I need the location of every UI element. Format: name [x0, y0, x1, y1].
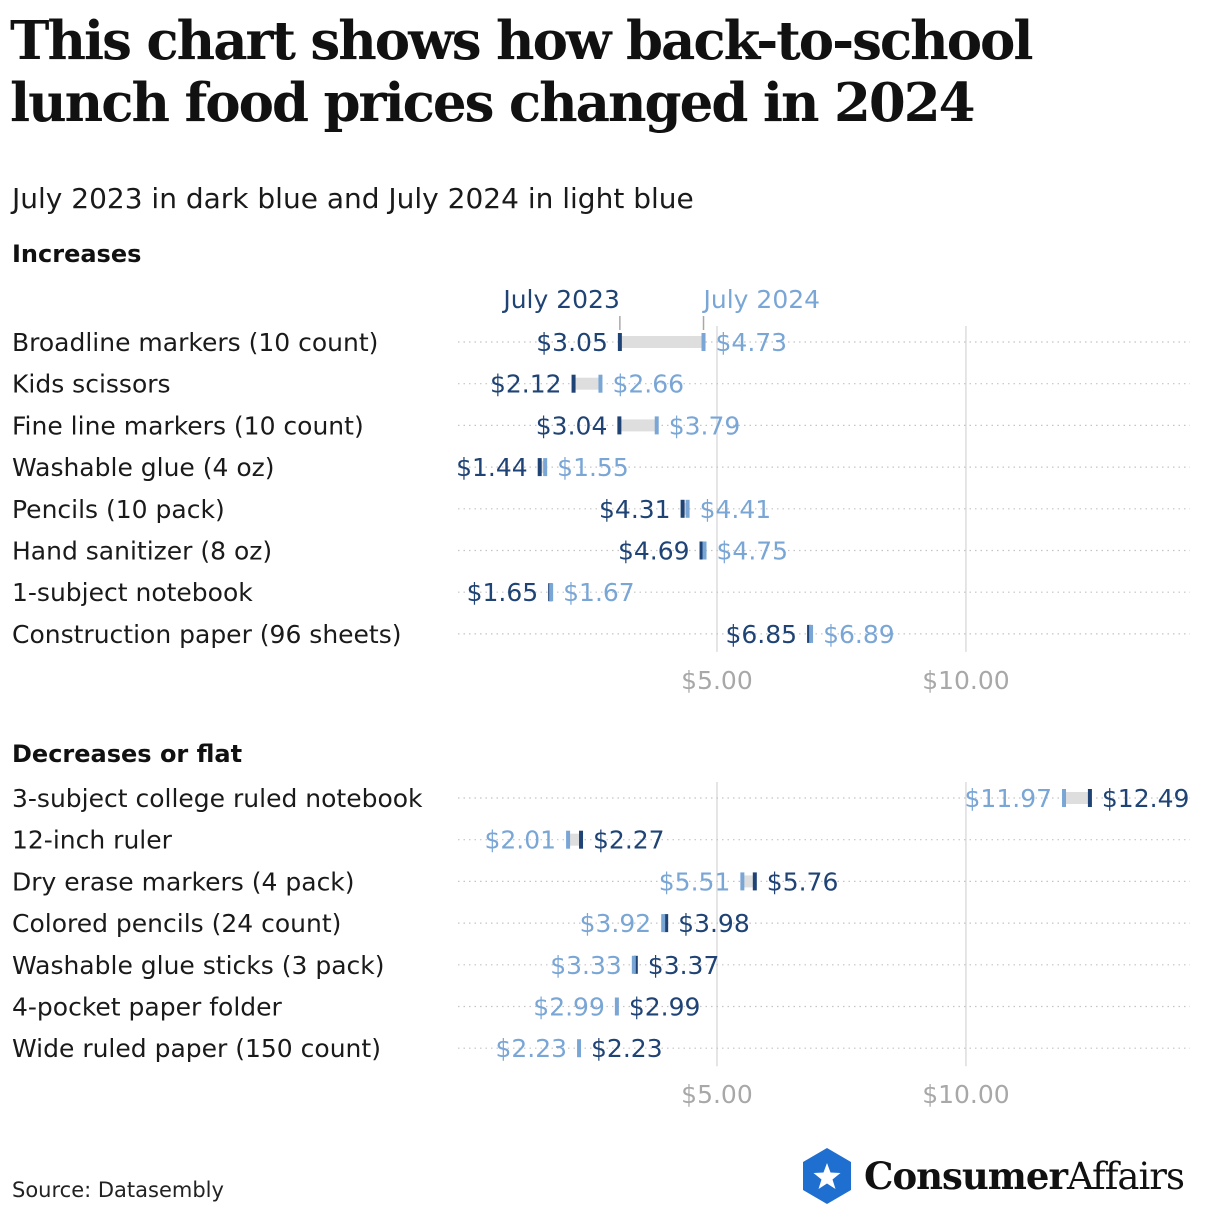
value-label-july-2024: $4.73 — [715, 328, 788, 357]
marker-july-2023 — [617, 416, 621, 434]
value-label-july-2024: $5.51 — [658, 867, 731, 897]
marker-july-2024 — [566, 831, 570, 849]
value-label-july-2024: $2.23 — [495, 1034, 568, 1064]
marker-july-2023 — [538, 458, 542, 476]
marker-july-2023 — [618, 333, 622, 351]
value-label-july-2024: $4.41 — [699, 494, 772, 524]
star-badge-icon — [800, 1146, 854, 1206]
marker-july-2023 — [572, 375, 576, 393]
marker-july-2024 — [702, 333, 706, 351]
value-label-july-2024: $1.67 — [563, 578, 635, 608]
row-dry-erase-markers-4-pack — [12, 867, 1190, 896]
row-label: Broadline markers (10 count) — [12, 328, 379, 357]
x-tick-label: $5.00 — [681, 665, 753, 695]
marker-july-2024 — [1062, 789, 1066, 807]
increases-panel — [0, 280, 1220, 710]
marker-july-2024 — [577, 1039, 581, 1057]
marker-july-2024 — [543, 458, 547, 476]
marker-july-2024 — [686, 500, 690, 518]
row-hand-sanitizer-8-oz — [12, 537, 1190, 566]
series-label-july-2024: July 2024 — [703, 285, 821, 314]
x-tick-label: $10.00 — [922, 1080, 1010, 1110]
logo-wordmark: ConsumerAffairs — [864, 1154, 1184, 1198]
row-label: Washable glue sticks (3 pack) — [12, 950, 385, 980]
value-label-july-2023: $4.31 — [599, 494, 671, 524]
row-1-subject-notebook — [12, 578, 1190, 607]
value-label-july-2023: $2.99 — [628, 992, 701, 1022]
marker-july-2024 — [809, 625, 813, 643]
marker-july-2024 — [740, 872, 744, 890]
series-label-july-2023: July 2023 — [503, 285, 620, 314]
row-colored-pencils-24-count — [12, 909, 1190, 938]
x-tick-label: $5.00 — [681, 1080, 753, 1110]
value-label-july-2024: $3.92 — [579, 909, 652, 939]
row-label: Washable glue (4 oz) — [12, 453, 275, 483]
value-label-july-2023: $2.12 — [489, 369, 562, 399]
row-label: Wide ruled paper (150 count) — [12, 1034, 381, 1064]
value-label-july-2024: $3.33 — [550, 950, 622, 980]
value-label-july-2023: $4.69 — [617, 536, 690, 566]
marker-july-2024 — [615, 998, 619, 1016]
change-connector — [574, 378, 601, 390]
row-4-pocket-paper-folder — [12, 993, 1190, 1022]
row-construction-paper-96-sheets — [12, 620, 1190, 649]
decreases-chart — [0, 780, 1220, 1120]
marker-july-2024 — [549, 583, 553, 601]
change-connector — [620, 336, 704, 348]
value-label-july-2024: $3.79 — [668, 411, 741, 441]
row-label: Colored pencils (24 count) — [12, 909, 342, 939]
marker-july-2023 — [681, 500, 685, 518]
row-label: Hand sanitizer (8 oz) — [12, 536, 273, 566]
row-pencils-10-pack — [12, 495, 1190, 524]
value-label-july-2023: $5.76 — [766, 867, 839, 897]
marker-july-2023 — [579, 831, 583, 849]
value-label-july-2023: $3.98 — [678, 909, 750, 939]
value-label-july-2023: $3.05 — [536, 328, 608, 357]
row-label: Fine line markers (10 count) — [12, 411, 364, 441]
value-label-july-2023: $12.49 — [1101, 784, 1190, 813]
marker-july-2023 — [753, 872, 757, 890]
section-title-increases: Increases — [12, 240, 142, 268]
marker-july-2023 — [1088, 789, 1092, 807]
increases-chart — [0, 280, 1220, 710]
value-label-july-2024: $2.66 — [612, 369, 685, 399]
row-label: 12-inch ruler — [12, 825, 172, 855]
value-label-july-2024: $11.97 — [964, 784, 1053, 813]
value-label-july-2024: $4.75 — [716, 536, 789, 566]
value-label-july-2023: $1.44 — [456, 453, 528, 483]
row-label: 4-pocket paper folder — [12, 992, 282, 1022]
row-kids-scissors — [12, 370, 1190, 399]
value-label-july-2024: $2.01 — [484, 825, 557, 855]
value-label-july-2023: $1.65 — [466, 578, 539, 608]
value-label-july-2023: $2.27 — [593, 825, 665, 855]
row-washable-glue-sticks-3-pack — [12, 951, 1190, 980]
row-wide-ruled-paper-150-count — [12, 1034, 1190, 1063]
chart-subtitle: July 2023 in dark blue and July 2024 in light blue — [12, 182, 694, 215]
marker-july-2024 — [703, 542, 707, 560]
decreases-panel — [0, 780, 1220, 1120]
x-tick-label: $10.00 — [922, 665, 1010, 695]
change-connector — [619, 419, 656, 431]
row-3-subject-college-ruled-notebook — [12, 784, 1190, 813]
chart-title: This chart shows how back-to-school lunch food prices changed in 2024 — [10, 10, 1032, 134]
value-label-july-2024: $1.55 — [557, 453, 629, 483]
section-title-decreases: Decreases or flat — [12, 740, 243, 768]
marker-july-2024 — [655, 416, 659, 434]
consumeraffairs-logo[interactable] — [800, 1146, 1184, 1206]
value-label-july-2023: $2.23 — [591, 1034, 663, 1064]
source-note: Source: Datasembly — [12, 1178, 224, 1202]
row-label: Pencils (10 pack) — [12, 494, 225, 524]
row-12-inch-ruler — [12, 826, 1190, 855]
value-label-july-2024: $2.99 — [533, 992, 605, 1022]
value-label-july-2023: $3.04 — [535, 411, 608, 441]
row-label: 3-subject college ruled notebook — [12, 784, 423, 813]
row-label: Dry erase markers (4 pack) — [12, 867, 355, 897]
row-label: 1-subject notebook — [12, 578, 253, 608]
marker-july-2024 — [632, 956, 636, 974]
value-label-july-2024: $6.89 — [823, 619, 895, 649]
value-label-july-2023: $3.37 — [647, 950, 720, 980]
change-connector — [1064, 792, 1090, 804]
row-washable-glue-4-oz — [12, 453, 1190, 482]
marker-july-2024 — [598, 375, 602, 393]
row-fine-line-markers-10-count — [12, 411, 1190, 440]
row-broadline-markers-10-count — [12, 328, 1190, 357]
row-label: Kids scissors — [12, 369, 171, 399]
marker-july-2024 — [661, 914, 665, 932]
value-label-july-2023: $6.85 — [725, 619, 798, 649]
row-label: Construction paper (96 sheets) — [12, 619, 402, 649]
